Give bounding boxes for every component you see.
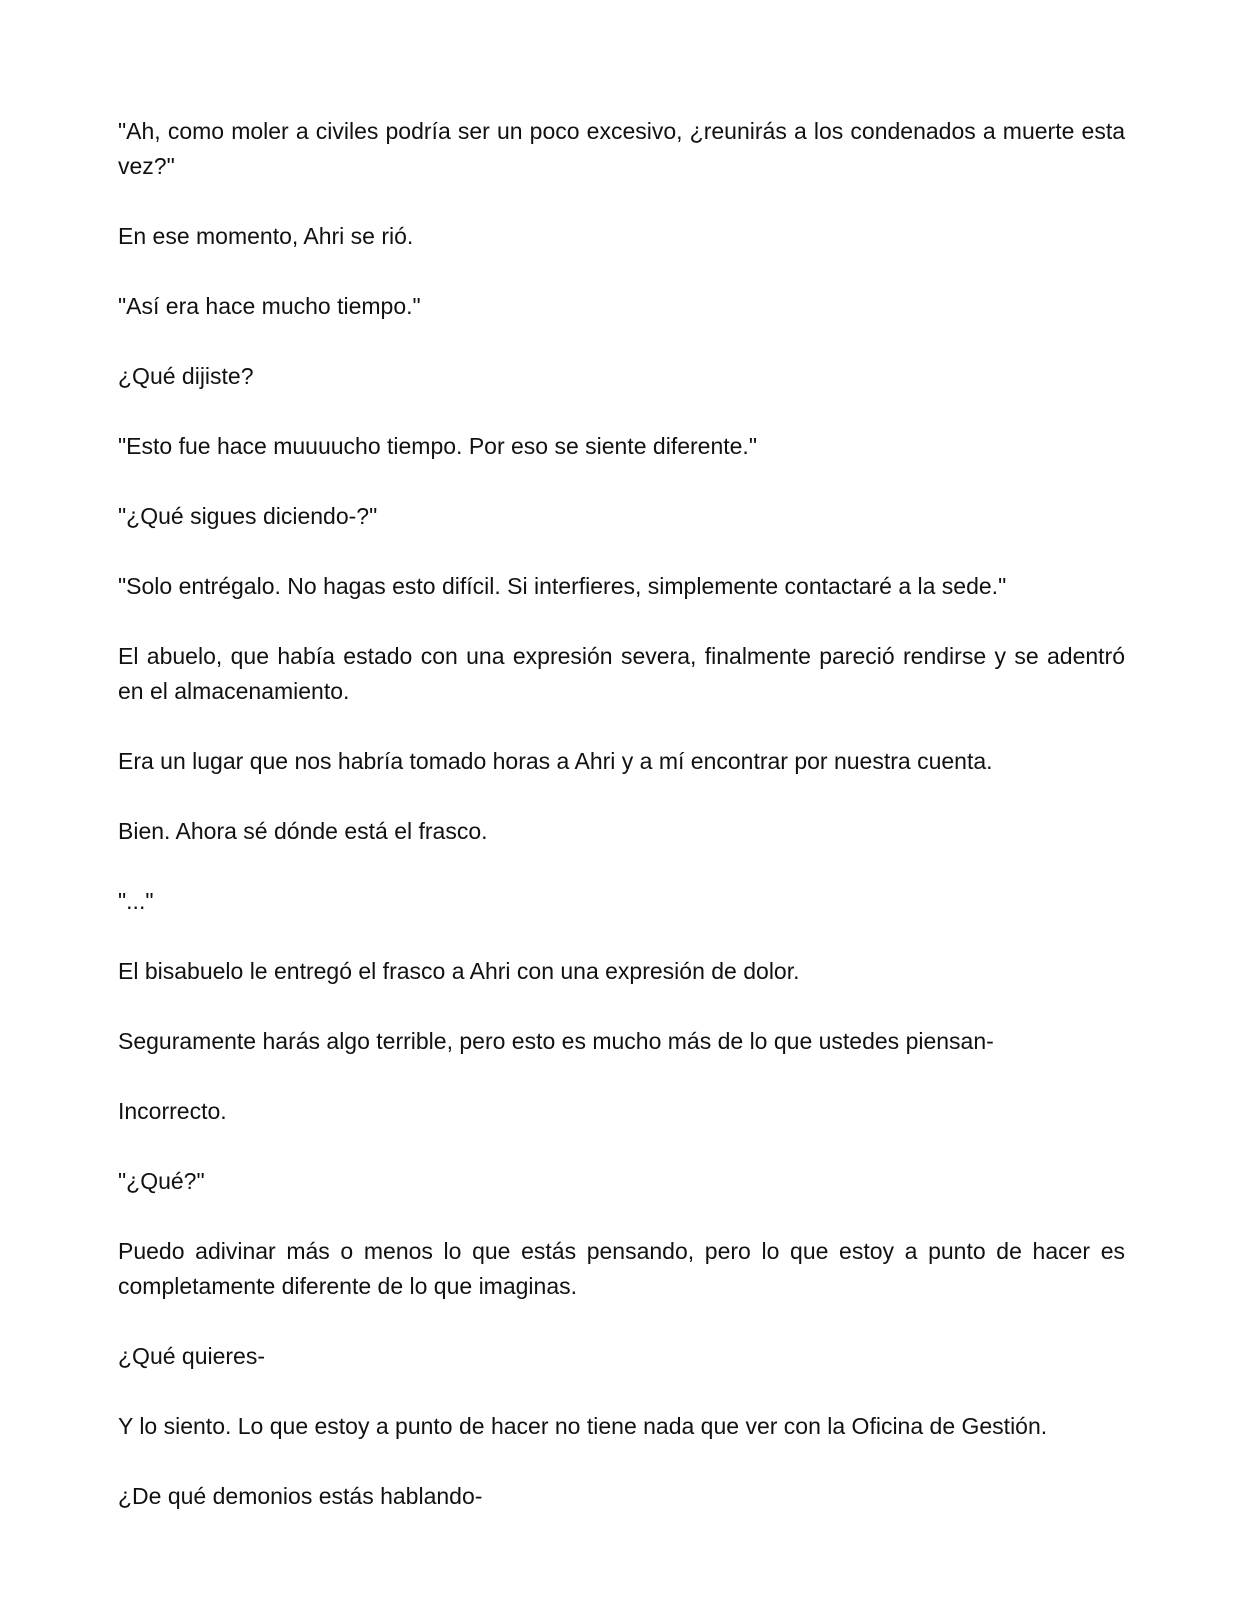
paragraph: Incorrecto.	[118, 1098, 227, 1124]
paragraph: El abuelo, que había estado con una expresión severa, finalmente pareció rendirse y se adentró en el almacenamiento.	[118, 643, 1125, 704]
paragraph: En ese momento, Ahri se rió.	[118, 223, 414, 249]
paragraph: Y lo siento. Lo que estoy a punto de hacer no tiene nada que ver con la Oficina de Gestión.	[118, 1413, 1048, 1439]
paragraph: "¿Qué?"	[118, 1168, 205, 1194]
paragraph: "¿Qué sigues diciendo-?"	[118, 503, 378, 529]
paragraph: ¿De qué demonios estás hablando-	[118, 1483, 483, 1509]
paragraph: "..."	[118, 888, 154, 914]
paragraph: El bisabuelo le entregó el frasco a Ahri con una expresión de dolor.	[118, 958, 800, 984]
paragraph: "Así era hace mucho tiempo."	[118, 293, 421, 319]
paragraph: Seguramente harás algo terrible, pero esto es mucho más de lo que ustedes piensan-	[118, 1028, 994, 1054]
paragraph: Puedo adivinar más o menos lo que estás pensando, pero lo que estoy a punto de hacer es completamente diferente de lo que imaginas.	[118, 1238, 1125, 1299]
paragraph: Era un lugar que nos habría tomado horas a Ahri y a mí encontrar por nuestra cuenta.	[118, 748, 993, 774]
paragraph: "Esto fue hace muuuucho tiempo. Por eso se siente diferente."	[118, 433, 757, 459]
paragraph: "Solo entrégalo. No hagas esto difícil. Si interfieres, simplemente contactaré a la sede."	[118, 573, 1007, 599]
paragraph: "Ah, como moler a civiles podría ser un poco excesivo, ¿reunirás a los condenados a muerte esta vez?"	[118, 118, 1125, 179]
document-body	[118, 114, 1125, 1549]
paragraph: ¿Qué quieres-	[118, 1343, 266, 1369]
paragraph: Bien. Ahora sé dónde está el frasco.	[118, 818, 488, 844]
paragraph: ¿Qué dijiste?	[118, 363, 254, 389]
